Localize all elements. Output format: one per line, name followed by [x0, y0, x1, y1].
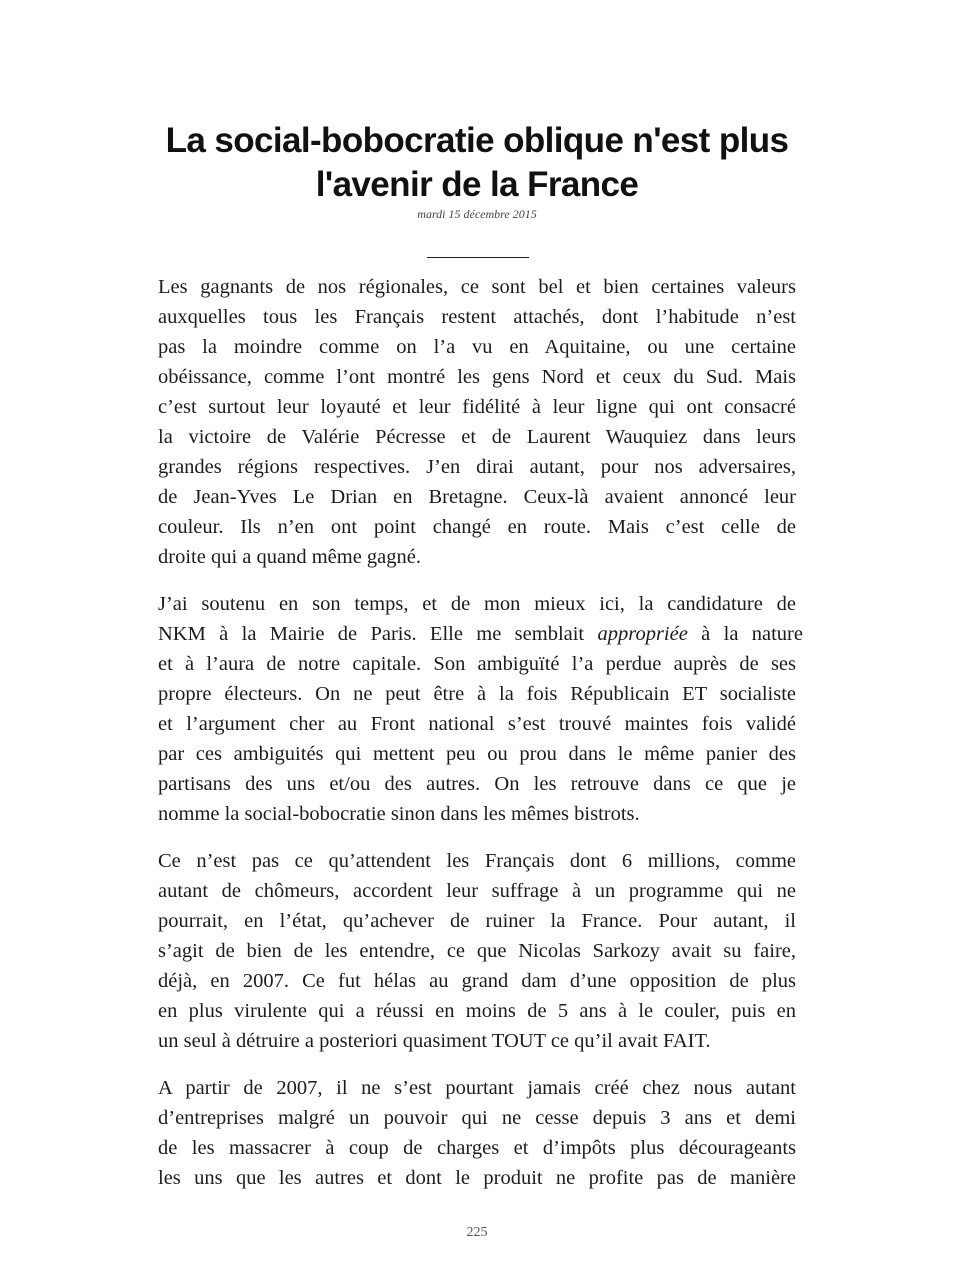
text-line: un seul à détruire a posteriori quasiment TOUT ce qu’il avait FAIT.	[158, 1030, 711, 1052]
text-segment: à la nature	[687, 623, 803, 645]
text-line: déjà, en 2007. Ce fut hélas au grand dam d’une opposition de plus	[158, 970, 796, 992]
article-title-line-2: l'avenir de la France	[315, 165, 639, 204]
paragraph-1	[158, 272, 796, 572]
text-line: pas la moindre comme on l’a vu en Aquitaine, ou une certaine	[158, 336, 796, 358]
text-line: A partir de 2007, il ne s’est pourtant jamais créé chez nous autant	[158, 1077, 796, 1099]
text-line: auxquelles tous les Français restent attachés, dont l’habitude n’est	[158, 306, 796, 328]
paragraph-3	[158, 846, 796, 1056]
text-line: J’ai soutenu en son temps, et de mon mieux ici, la candidature de	[158, 593, 796, 615]
text-line: et l’argument cher au Front national s’est trouvé maintes fois validé	[158, 713, 796, 735]
text-line: droite qui a quand même gagné.	[158, 546, 421, 568]
text-line: obéissance, comme l’ont montré les gens Nord et ceux du Sud. Mais	[158, 366, 796, 388]
text-line: par ces ambiguités qui mettent peu ou prou dans le même panier des	[158, 743, 796, 765]
text-line: couleur. Ils n’en ont point changé en route. Mais c’est celle de	[158, 516, 796, 538]
text-line: pourrait, en l’état, qu’achever de ruiner la France. Pour autant, il	[158, 910, 796, 932]
text-line: d’entreprises malgré un pouvoir qui ne cesse depuis 3 ans et demi	[158, 1107, 796, 1129]
text-line: partisans des uns et/ou des autres. On les retrouve dans ce que je	[158, 773, 796, 795]
article-body	[158, 272, 803, 1210]
text-line: de les massacrer à coup de charges et d’impôts plus décourageants	[158, 1137, 796, 1159]
text-line: Les gagnants de nos régionales, ce sont bel et bien certaines valeurs	[158, 276, 796, 298]
article-date: mardi 15 décembre 2015	[417, 207, 537, 221]
text-segment: NKM à la Mairie de Paris. Elle me semblait	[158, 623, 598, 645]
text-line: et à l’aura de notre capitale. Son ambiguïté l’a perdue auprès de ses	[158, 653, 796, 675]
text-line: c’est surtout leur loyauté et leur fidélité à leur ligne qui ont consacré	[158, 396, 796, 418]
paragraph-2	[158, 589, 803, 829]
text-line: s’agit de bien de les entendre, ce que Nicolas Sarkozy avait su faire,	[158, 940, 796, 962]
text-line: nomme la social-bobocratie sinon dans les mêmes bistrots.	[158, 803, 640, 825]
article-title-line-1: La social-bobocratie oblique n'est plus	[165, 121, 789, 160]
paragraph-4	[158, 1073, 796, 1193]
text-line: la victoire de Valérie Pécresse et de Laurent Wauquiez dans leurs	[158, 426, 796, 448]
text-line: en plus virulente qui a réussi en moins de 5 ans à le couler, puis en	[158, 1000, 796, 1022]
article-title	[100, 119, 854, 207]
text-line: autant de chômeurs, accordent leur suffrage à un programme qui ne	[158, 880, 796, 902]
title-separator	[427, 257, 529, 258]
text-line: grandes régions respectives. J’en dirai autant, pour nos adversaires,	[158, 456, 796, 478]
page-number: 225	[466, 1225, 488, 1240]
text-line: propre électeurs. On ne peut être à la fois Républicain ET socialiste	[158, 683, 796, 705]
italic-emphasis: appropriée	[597, 623, 688, 645]
text-line: Ce n’est pas ce qu’attendent les Français dont 6 millions, comme	[158, 850, 796, 872]
text-line: les uns que les autres et dont le produit ne profite pas de manière	[158, 1167, 796, 1189]
text-line	[158, 619, 803, 649]
text-line: de Jean-Yves Le Drian en Bretagne. Ceux-là avaient annoncé leur	[158, 486, 796, 508]
